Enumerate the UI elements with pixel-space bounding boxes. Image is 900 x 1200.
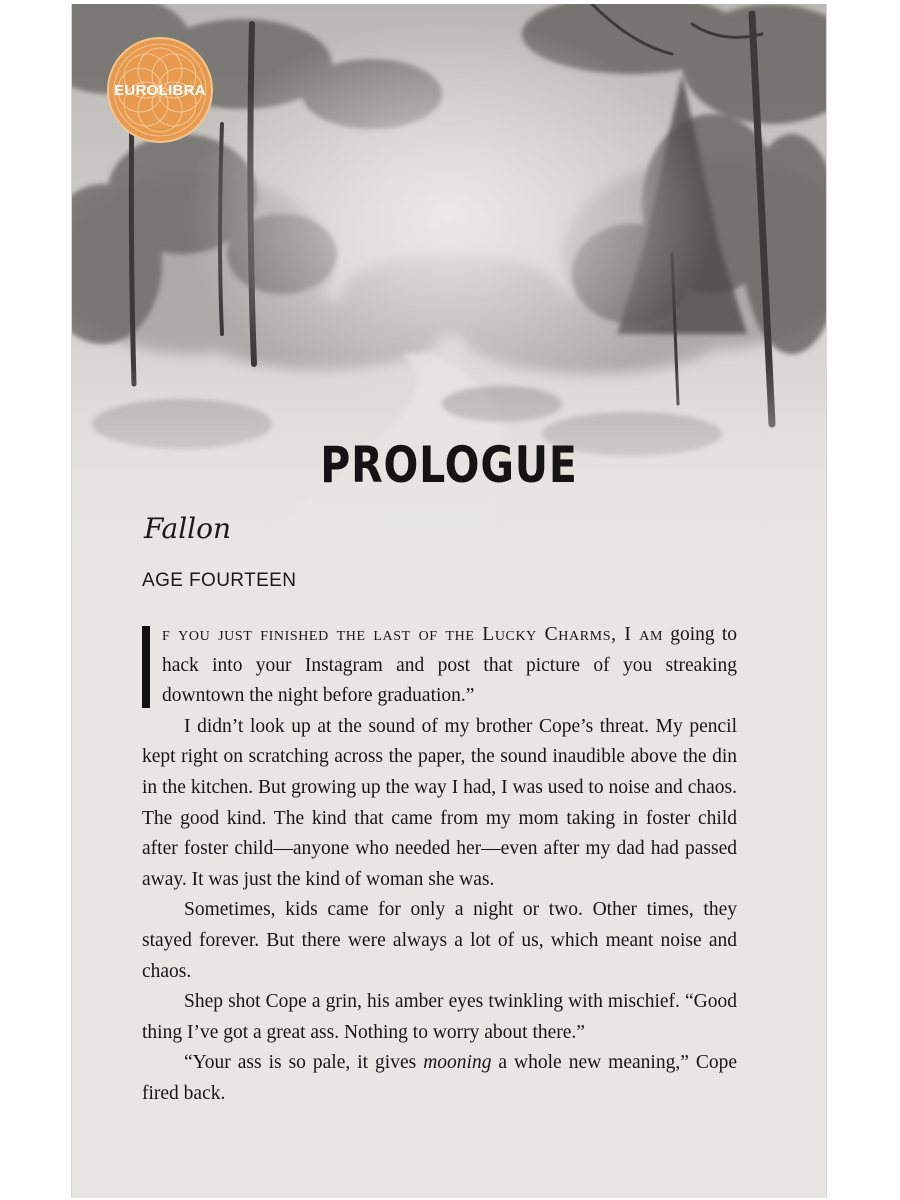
eurolibra-seal — [106, 36, 214, 144]
seal-label: EUROLIBRA — [114, 81, 206, 99]
chapter-title: PROLOGUE — [320, 436, 578, 494]
pov-character: Fallon — [144, 512, 232, 545]
paragraph-text: going to hack into your Instagram and post that picture of you streaking downtown the night before graduation.” — [162, 624, 737, 707]
book-page — [72, 4, 826, 1198]
paragraph — [142, 620, 737, 712]
paragraph-text: “Your ass is so pale, it gives — [184, 1052, 424, 1074]
paragraph: Sometimes, kids came for only a night or two. Other times, they stayed forever. But there were always a lot of us, which meant noise and chaos. — [142, 899, 737, 982]
paragraph: Shep shot Cope a grin, his amber eyes twinkling with mischief. “Good thing I’ve got a great ass. Nothing to worry about there.” — [142, 991, 737, 1043]
paragraph — [142, 1048, 737, 1109]
chapter-body — [142, 620, 737, 1110]
chapter-subheading: AGE FOURTEEN — [142, 570, 297, 591]
drop-cap-bar — [142, 626, 150, 708]
opening-smallcaps: f you just finished the last of the Lucky Charms, I am — [162, 624, 664, 645]
emphasis-text: mooning — [423, 1052, 492, 1074]
paragraph-text: a whole new meaning,” Cope fired back. — [142, 1052, 737, 1104]
paragraph: I didn’t look up at the sound of my brother Cope’s threat. My pencil kept right on scratching across the paper, the sound inaudible above the din in the kitchen. But growing up the way I had, I was used to noise and chaos. The good kind. The kind that came from my mom taking in foster child after foster child—anyone who needed her—even after my dad had passed away. It was just the kind of woman she was. — [142, 715, 737, 890]
